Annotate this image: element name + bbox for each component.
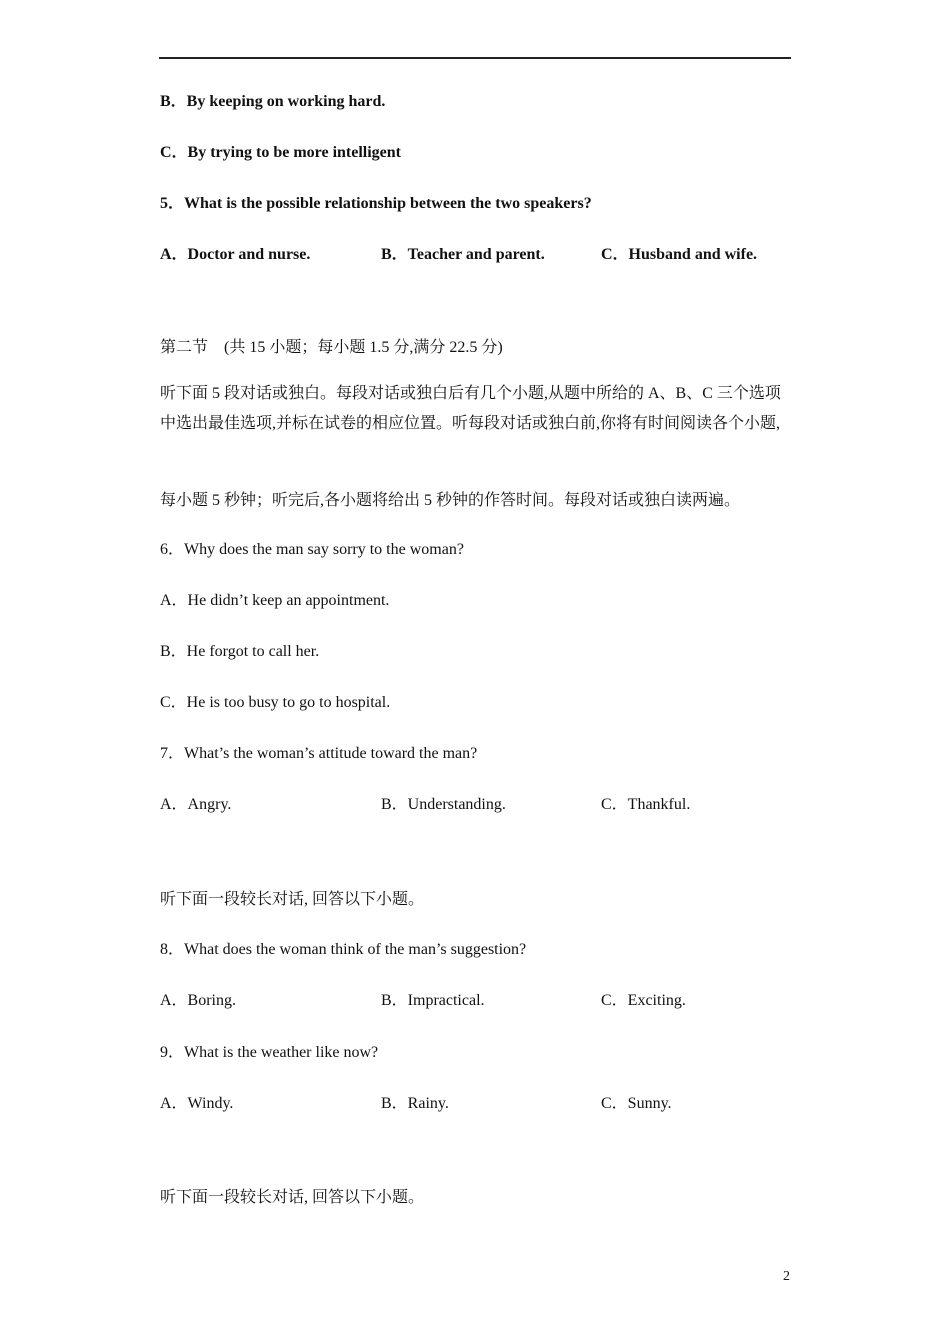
q7-question: 7．What’s the woman’s attitude toward the man? xyxy=(160,745,478,762)
prev-option-b: B．By keeping on working hard. xyxy=(160,93,386,110)
q6-option-a: A．He didn’t keep an appointment. xyxy=(160,592,390,609)
dialogue-intro-2: 听下面一段较长对话, 回答以下小题。 xyxy=(160,1189,425,1206)
q9-question: 9．What is the weather like now? xyxy=(160,1044,379,1061)
q8-question: 8．What does the woman think of the man’s suggestion? xyxy=(160,941,527,958)
q5-option-c: C．Husband and wife. xyxy=(601,246,758,263)
section2-instructions-2: 每小题 5 秒钟；听完后,各小题将给出 5 秒钟的作答时间。每段对话或独白读两遍。 xyxy=(160,492,741,509)
q9-option-c: C．Sunny. xyxy=(601,1095,672,1112)
q7-option-c: C．Thankful. xyxy=(601,796,691,813)
section2-header: 第二节 (共 15 小题；每小题 1.5 分,满分 22.5 分) xyxy=(160,339,503,356)
q5-option-b: B．Teacher and parent. xyxy=(381,246,545,263)
q7-option-a: A．Angry. xyxy=(160,796,232,813)
q8-option-a: A．Boring. xyxy=(160,992,237,1009)
prev-option-c: C．By trying to be more intelligent xyxy=(160,144,402,161)
section2-instructions-1: 听下面 5 段对话或独白。每段对话或独白后有几个小题,从题中所给的 A、B、C 三个选项中选出最佳选项,并标在试卷的相应位置。听每段对话或独白前,你将有时间阅读各个小题, xyxy=(160,385,781,432)
header-rule xyxy=(159,57,791,59)
q6-question: 6．Why does the man say sorry to the woman? xyxy=(160,541,464,558)
q5-option-a: A．Doctor and nurse. xyxy=(160,246,311,263)
q8-option-c: C．Exciting. xyxy=(601,992,686,1009)
dialogue-intro-1: 听下面一段较长对话, 回答以下小题。 xyxy=(160,891,425,908)
q6-option-c: C．He is too busy to go to hospital. xyxy=(160,694,391,711)
q6-option-b: B．He forgot to call her. xyxy=(160,643,320,660)
page-number: 2 xyxy=(783,1269,790,1284)
q9-option-b: B．Rainy. xyxy=(381,1095,449,1112)
q9-option-a: A．Windy. xyxy=(160,1095,234,1112)
q5-question: 5．What is the possible relationship between the two speakers? xyxy=(160,195,592,212)
q7-option-b: B．Understanding. xyxy=(381,796,506,813)
q8-option-b: B．Impractical. xyxy=(381,992,485,1009)
